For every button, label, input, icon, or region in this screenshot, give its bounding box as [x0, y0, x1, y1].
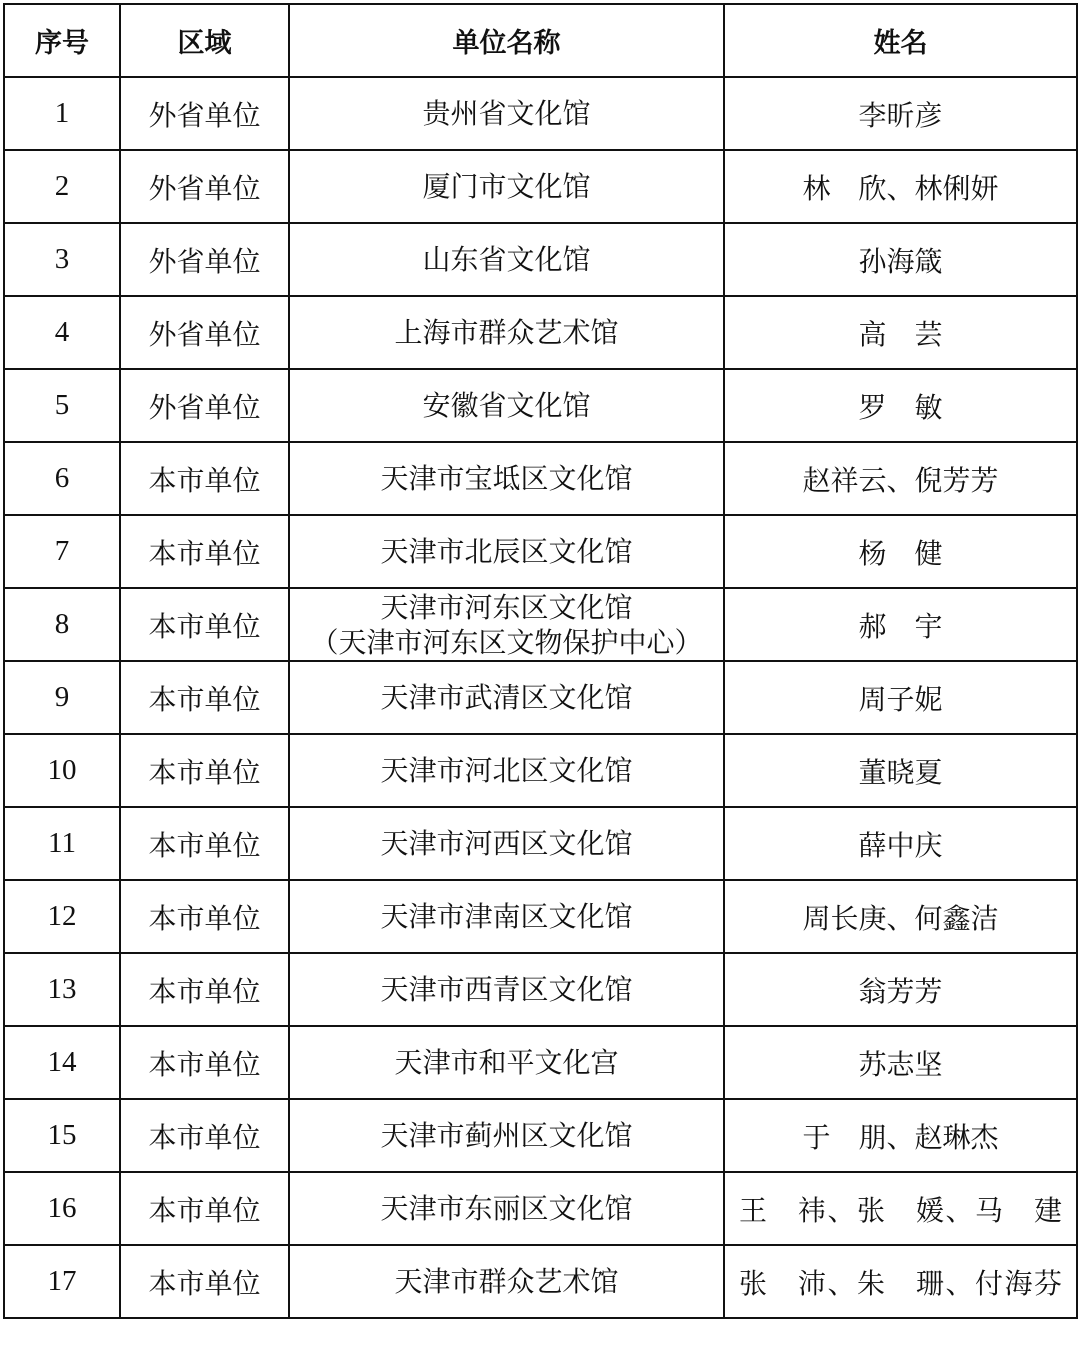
row-unit-name — [289, 223, 724, 296]
row-region: 外省单位 — [120, 223, 289, 296]
row-index: 2 — [4, 150, 120, 223]
unit-name-line: 天津市群众艺术馆 — [394, 1265, 619, 1298]
row-region: 外省单位 — [120, 369, 289, 442]
table-header — [4, 4, 1077, 77]
row-region: 本市单位 — [120, 953, 289, 1026]
unit-name-line: 天津市河东区文化馆 — [380, 590, 633, 624]
row-unit-name — [289, 1245, 724, 1318]
row-index: 14 — [4, 1026, 120, 1099]
row-person-name: 于 朋、赵琳杰 — [724, 1099, 1077, 1172]
header-index: 序号 — [4, 4, 120, 77]
row-region: 本市单位 — [120, 588, 289, 661]
row-index: 6 — [4, 442, 120, 515]
unit-name-line: 天津市宝坻区文化馆 — [380, 462, 633, 495]
table-row — [4, 442, 1077, 515]
table-row — [4, 515, 1077, 588]
unit-name-line: 上海市群众艺术馆 — [394, 316, 619, 349]
unit-name-line: 厦门市文化馆 — [422, 170, 591, 203]
row-person-name: 周长庚、何鑫洁 — [724, 880, 1077, 953]
unit-name-line: 天津市西青区文化馆 — [380, 973, 633, 1006]
row-index: 15 — [4, 1099, 120, 1172]
row-person-name: 高 芸 — [724, 296, 1077, 369]
row-unit-name — [289, 953, 724, 1026]
row-index: 5 — [4, 369, 120, 442]
row-unit-name — [289, 1026, 724, 1099]
table-row — [4, 880, 1077, 953]
row-region: 外省单位 — [120, 296, 289, 369]
table-row — [4, 953, 1077, 1026]
row-region: 本市单位 — [120, 515, 289, 588]
row-person-name: 孙海箴 — [724, 223, 1077, 296]
unit-name-line: （天津市河东区文物保护中心） — [310, 625, 703, 659]
row-index: 1 — [4, 77, 120, 150]
row-person-name: 郝 宇 — [724, 588, 1077, 661]
table-row — [4, 588, 1077, 661]
unit-name-line: 天津市河北区文化馆 — [380, 754, 633, 787]
row-person-name: 苏志坚 — [724, 1026, 1077, 1099]
table-row — [4, 369, 1077, 442]
row-index: 13 — [4, 953, 120, 1026]
header-person-name: 姓名 — [724, 4, 1077, 77]
table-row — [4, 150, 1077, 223]
unit-name-line: 天津市东丽区文化馆 — [380, 1192, 633, 1225]
row-unit-name — [289, 515, 724, 588]
row-index: 3 — [4, 223, 120, 296]
row-person-name: 罗 敏 — [724, 369, 1077, 442]
table-row — [4, 296, 1077, 369]
unit-name-line: 天津市蓟州区文化馆 — [380, 1119, 633, 1152]
unit-name-line: 山东省文化馆 — [422, 243, 591, 276]
table-row — [4, 807, 1077, 880]
row-unit-name — [289, 734, 724, 807]
row-person-name: 董晓夏 — [724, 734, 1077, 807]
row-unit-name — [289, 77, 724, 150]
row-person-name: 赵祥云、倪芳芳 — [724, 442, 1077, 515]
table-row — [4, 1245, 1077, 1318]
table-row — [4, 734, 1077, 807]
row-unit-name — [289, 588, 724, 661]
row-region: 本市单位 — [120, 880, 289, 953]
row-index: 11 — [4, 807, 120, 880]
row-region: 本市单位 — [120, 807, 289, 880]
row-unit-name — [289, 807, 724, 880]
row-unit-name — [289, 1172, 724, 1245]
row-unit-name — [289, 880, 724, 953]
row-unit-name — [289, 369, 724, 442]
unit-name-line: 天津市河西区文化馆 — [380, 827, 633, 860]
table-row — [4, 77, 1077, 150]
table-row — [4, 223, 1077, 296]
table-row — [4, 1172, 1077, 1245]
row-index: 12 — [4, 880, 120, 953]
unit-name-line: 天津市武清区文化馆 — [380, 681, 633, 714]
row-unit-name — [289, 1099, 724, 1172]
row-person-name: 李昕彦 — [724, 77, 1077, 150]
row-unit-name — [289, 296, 724, 369]
unit-name-line: 天津市和平文化宫 — [394, 1046, 619, 1079]
row-index: 17 — [4, 1245, 120, 1318]
roster-table — [3, 3, 1078, 1319]
row-unit-name — [289, 661, 724, 734]
row-region: 外省单位 — [120, 150, 289, 223]
row-person-name: 翁芳芳 — [724, 953, 1077, 1026]
table-row — [4, 661, 1077, 734]
table-row — [4, 1099, 1077, 1172]
row-person-name: 王 祎、张 媛、马 建 — [724, 1172, 1077, 1245]
row-region: 本市单位 — [120, 1245, 289, 1318]
row-index: 7 — [4, 515, 120, 588]
row-index: 8 — [4, 588, 120, 661]
row-person-name: 薛中庆 — [724, 807, 1077, 880]
table-body — [4, 77, 1077, 1318]
row-index: 10 — [4, 734, 120, 807]
row-person-name: 杨 健 — [724, 515, 1077, 588]
header-region: 区域 — [120, 4, 289, 77]
row-index: 16 — [4, 1172, 120, 1245]
row-person-name: 林 欣、林俐妍 — [724, 150, 1077, 223]
row-region: 外省单位 — [120, 77, 289, 150]
row-unit-name — [289, 150, 724, 223]
table-row — [4, 1026, 1077, 1099]
unit-name-line: 天津市津南区文化馆 — [380, 900, 633, 933]
row-region: 本市单位 — [120, 734, 289, 807]
row-region: 本市单位 — [120, 1099, 289, 1172]
unit-name-line: 天津市北辰区文化馆 — [380, 535, 633, 568]
row-person-name: 周子妮 — [724, 661, 1077, 734]
unit-name-line: 安徽省文化馆 — [422, 389, 591, 422]
row-region: 本市单位 — [120, 442, 289, 515]
unit-name-line: 贵州省文化馆 — [422, 97, 591, 130]
row-region: 本市单位 — [120, 661, 289, 734]
row-region: 本市单位 — [120, 1026, 289, 1099]
row-index: 9 — [4, 661, 120, 734]
header-unit-name: 单位名称 — [289, 4, 724, 77]
row-index: 4 — [4, 296, 120, 369]
row-region: 本市单位 — [120, 1172, 289, 1245]
row-person-name: 张 沛、朱 珊、付海芬 — [724, 1245, 1077, 1318]
header-row — [4, 4, 1077, 77]
row-unit-name — [289, 442, 724, 515]
